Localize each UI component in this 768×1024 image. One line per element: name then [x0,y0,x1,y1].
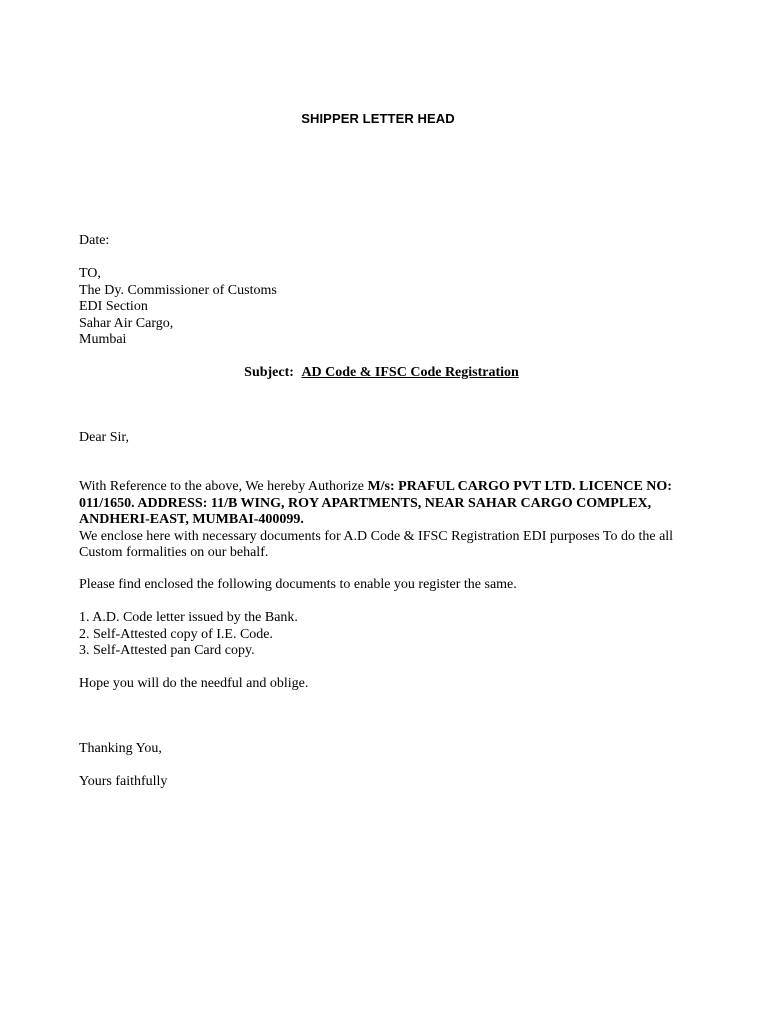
document-list [79,610,679,660]
recipient-line-4: Mumbai [79,332,127,347]
list-item: 2. Self-Attested copy of I.E. Code. [79,626,274,642]
authorization-intro: With Reference to the above, We hereby Authorize [79,479,368,494]
date-label: Date: [79,233,110,248]
thanking-text: Thanking You, [79,741,162,756]
hope-text: Hope you will do the needful and oblige. [79,676,309,691]
recipient-address [79,266,679,349]
subject-text: AD Code & IFSC Code Registration [301,365,519,380]
closing-text: Yours faithfully [79,774,168,789]
recipient-line-2: EDI Section [79,299,148,314]
enclose-text: We enclose here with necessary documents for A.D Code & IFSC Registration EDI purposes To do the all Custom formalities on our behalf. [79,528,674,560]
body-paragraph [79,479,679,562]
recipient-to: TO, [79,266,101,281]
list-item: 1. A.D. Code letter issued by the Bank. [79,610,298,625]
authorized-party: M/s: PRAFUL CARGO PVT LTD. LICENCE NO: 011/1650. ADDRESS: 11/B WING, ROY APARTMENTS, NEAR SAHAR CARGO COMPLEX, ANDHERI-EAST, MUMBAI-400099. [79,479,672,527]
subject-line [0,365,763,382]
subject-label: Subject: [244,365,294,380]
find-enclosed-text: Please find enclosed the following documents to enable you register the same. [79,577,517,592]
letterhead-title: SHIPPER LETTER HEAD [301,111,455,126]
list-item: 3. Self-Attested pan Card copy. [79,643,255,658]
recipient-line-3: Sahar Air Cargo, [79,315,174,331]
salutation: Dear Sir, [79,430,129,445]
recipient-line-1: The Dy. Commissioner of Customs [79,282,277,298]
authorization-text [79,479,679,529]
